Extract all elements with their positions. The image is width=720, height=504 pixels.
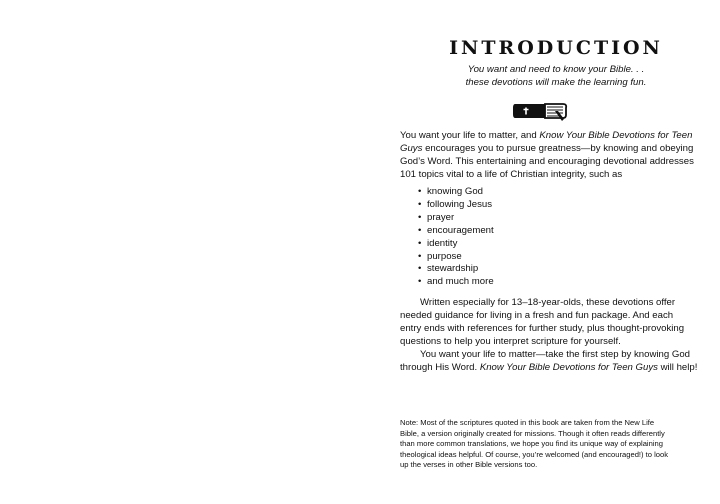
text-line — [400, 362, 718, 375]
translation-note — [400, 418, 712, 471]
book-title-italic: Know Your Bible Devotions for Teen — [539, 130, 693, 141]
list-item — [418, 199, 494, 212]
body-paragraphs — [400, 297, 718, 374]
bullet-icon: • — [418, 211, 422, 223]
list-item — [418, 251, 494, 264]
text-run: will help! — [657, 361, 698, 373]
bullet-icon: • — [418, 263, 422, 275]
text-line — [400, 130, 718, 143]
list-item-label: and much more — [427, 276, 494, 288]
bullet-icon: • — [418, 237, 422, 249]
note-line: up the verses in other Bible versions too. — [400, 460, 538, 469]
list-item-label: knowing God — [427, 186, 483, 197]
list-item — [418, 225, 494, 238]
list-item — [418, 212, 494, 225]
bible-book-icon — [511, 99, 571, 123]
page-title: INTRODUCTION — [449, 37, 663, 59]
text-run: through His Word. — [400, 361, 480, 373]
subtitle — [400, 64, 712, 89]
subtitle-line: You want and need to know your Bible. . . — [467, 64, 645, 75]
text-line: 101 topics vital to a life of Christian integrity, such as — [400, 168, 623, 180]
text-line: entry ends with references for further study, plus thought-provoking — [400, 322, 685, 334]
text-run: encourages you to pursue greatness—by knowing and obeying — [422, 142, 694, 154]
book-title-italic: Know Your Bible Devotions for Teen Guys — [479, 361, 658, 373]
book-title-italic: Guys — [400, 142, 423, 154]
text-run: You want your life to matter, and — [400, 130, 540, 141]
text-line: questions to help you interpret scripture for yourself. — [400, 335, 621, 347]
list-item — [418, 238, 494, 251]
text-line: You want your life to matter—take the first step by knowing God — [420, 348, 691, 360]
text-line: needed guidance for living in a fresh and fun package. And each — [400, 309, 674, 321]
bullet-icon: • — [418, 224, 422, 236]
subtitle-line: these devotions will make the learning fun. — [465, 76, 647, 88]
text-line: God’s Word. This entertaining and encouraging devotional addresses — [400, 155, 694, 167]
note-line: theological ideas helpful. Of course, you’re welcomed (and encouraged!) to look — [400, 449, 669, 459]
list-item-label: purpose — [427, 250, 462, 262]
note-line: than more common translations, we hope you find its unique way of explaining — [400, 439, 663, 448]
topic-list — [418, 186, 494, 289]
list-item-label: encouragement — [427, 224, 494, 236]
text-line — [400, 143, 718, 156]
note-line: Note: Most of the scriptures quoted in this book are taken from the New Life — [400, 418, 655, 427]
intro-paragraph — [400, 130, 718, 182]
list-item-label: prayer — [427, 211, 455, 223]
list-item-label: identity — [427, 237, 458, 249]
list-item-label: following Jesus — [427, 198, 493, 210]
bullet-icon: • — [418, 250, 422, 262]
list-item-label: stewardship — [427, 263, 479, 275]
list-item — [418, 276, 494, 289]
note-line: Bible, a version originally created for missions. Though it often reads differently — [400, 428, 665, 438]
list-item — [418, 186, 494, 199]
bullet-icon: • — [418, 186, 422, 197]
text-line: Written especially for 13–18-year-olds, these devotions offer — [420, 297, 676, 308]
bullet-icon: • — [418, 276, 422, 288]
list-item — [418, 263, 494, 276]
bullet-icon: • — [418, 198, 422, 210]
